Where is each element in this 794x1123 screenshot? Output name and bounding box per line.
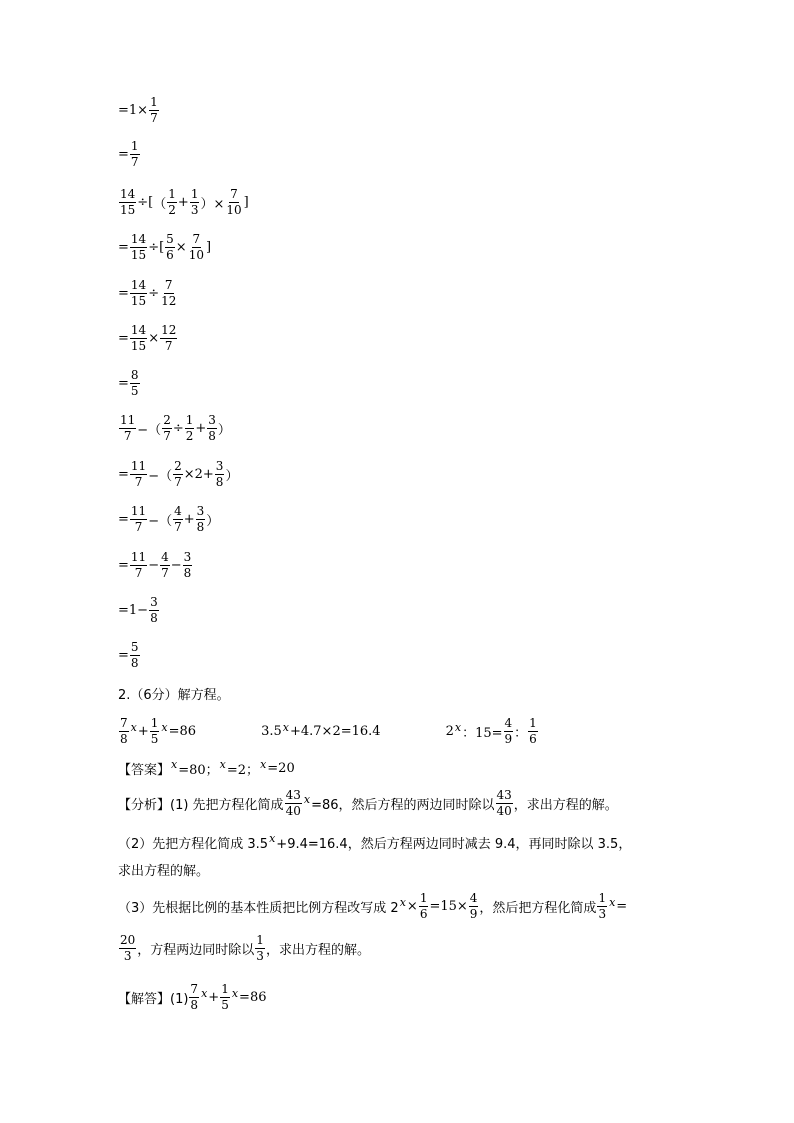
text-run: ） (206, 513, 220, 529)
fraction-numerator: 3 (196, 504, 205, 518)
text-run: = (118, 511, 129, 527)
text-run: ] (205, 239, 212, 255)
fraction-numerator: 7 (164, 278, 173, 292)
fraction-denominator: 8 (215, 474, 224, 489)
text-run: （3）先根据比例的基本性质把比例方程改写成 2 (118, 900, 399, 916)
text-run: ）× (200, 196, 225, 212)
variable-x: x (161, 720, 168, 734)
math-line-l20 (118, 892, 627, 920)
fraction-numerator: 1 (190, 187, 199, 201)
fraction (225, 188, 242, 216)
text-run: −（ (148, 468, 173, 484)
fraction-numerator: 14 (120, 187, 136, 201)
fraction (504, 717, 514, 745)
text-run: = (118, 239, 129, 255)
fraction (185, 414, 195, 442)
fraction-denominator: 8 (208, 428, 216, 443)
fraction (220, 983, 230, 1011)
fraction (173, 505, 183, 533)
fraction-denominator: 40 (496, 803, 512, 818)
text-run (196, 722, 261, 741)
variable-x: x (130, 720, 137, 734)
fraction-numerator: 2 (163, 413, 171, 427)
fraction-numerator: 4 (161, 550, 169, 564)
fraction-denominator: 5 (221, 997, 229, 1012)
text-run: ，然后把方程化简成 (479, 900, 597, 916)
fraction-numerator: 1 (598, 891, 607, 905)
fraction-denominator: 7 (174, 474, 182, 489)
fraction-denominator: 3 (256, 948, 264, 963)
fraction-denominator: 10 (226, 202, 242, 217)
fraction-numerator: 5 (130, 640, 139, 654)
fraction-denominator: 7 (134, 565, 143, 580)
text-run: ÷[ (148, 239, 165, 255)
text-run: = (118, 466, 129, 482)
fraction-numerator: 7 (192, 232, 201, 246)
text-run: × (406, 898, 418, 914)
text-run: = (118, 102, 129, 118)
math-line-l09 (118, 460, 238, 488)
fraction-denominator: 15 (130, 338, 147, 353)
text-run: 1× (128, 102, 149, 118)
fraction-denominator: 8 (190, 997, 199, 1012)
fraction (255, 934, 265, 962)
fraction (528, 717, 538, 745)
variable-x: x (231, 986, 239, 1000)
math-line-l12 (118, 596, 160, 624)
text-run: + (208, 989, 220, 1005)
text-run: −（ (148, 513, 173, 529)
math-line-l08 (118, 414, 231, 442)
fraction (162, 414, 172, 442)
text-run (381, 722, 446, 741)
fraction (190, 188, 200, 216)
variable-x: x (171, 758, 178, 771)
text-run: 1− (128, 602, 149, 618)
variable-x: x (219, 758, 226, 771)
fraction (167, 188, 177, 216)
text-run: = (118, 647, 129, 663)
fraction-numerator: 1 (150, 716, 159, 730)
fraction-numerator: 3 (183, 550, 192, 564)
fraction (160, 279, 177, 307)
fraction-denominator: 7 (163, 428, 171, 443)
fraction-denominator: 12 (161, 293, 177, 308)
text-run: ×2+ (183, 466, 214, 482)
math-line-l19 (118, 860, 209, 879)
fraction-denominator: 15 (120, 202, 136, 217)
fraction-numerator: 1 (419, 891, 428, 905)
fraction-denominator: 9 (469, 906, 478, 921)
fraction-denominator: 9 (504, 731, 513, 746)
fraction-numerator: 11 (130, 550, 147, 564)
text-run: =20 (267, 761, 295, 776)
fraction-denominator: 8 (196, 519, 205, 534)
math-line-l18 (118, 833, 631, 852)
text-run: ：15= (462, 725, 503, 741)
fraction (119, 934, 136, 962)
text-run: =86 (239, 989, 267, 1005)
math-line-l14 (118, 684, 230, 703)
fraction-numerator: 7 (230, 187, 238, 201)
fraction (285, 789, 302, 817)
fraction (207, 414, 217, 442)
fraction-denominator: 6 (529, 731, 537, 746)
fraction-denominator: 7 (161, 565, 169, 580)
fraction (130, 279, 147, 307)
fraction-denominator: 40 (285, 803, 301, 818)
fraction (130, 505, 147, 533)
text-run: × (148, 330, 160, 346)
text-run: + (183, 511, 195, 527)
fraction-denominator: 7 (134, 519, 143, 534)
variable-x: x (303, 792, 311, 806)
variable-x: x (201, 986, 208, 1000)
fraction-denominator: 2 (185, 428, 194, 443)
fraction-denominator: 8 (130, 655, 139, 670)
fraction (119, 717, 129, 745)
math-line-l04 (118, 233, 211, 261)
fraction (150, 717, 160, 745)
text-run: （2）先把方程化简成 3.5 (118, 837, 269, 852)
fraction-denominator: 15 (130, 293, 147, 308)
text-run: 【分析】(1) 先把方程化简成 (118, 797, 284, 813)
fraction-numerator: 4 (469, 891, 478, 905)
fraction-numerator: 43 (496, 788, 512, 802)
fraction (160, 324, 177, 352)
fraction-numerator: 1 (529, 716, 537, 730)
fraction-denominator: 6 (166, 247, 174, 262)
text-run: = (118, 285, 129, 301)
fraction (496, 789, 513, 817)
math-line-l07 (118, 369, 141, 397)
fraction (119, 414, 136, 442)
math-line-l02 (118, 140, 141, 168)
fraction (469, 892, 479, 920)
math-line-l10 (118, 505, 219, 533)
fraction-denominator: 7 (130, 154, 139, 169)
fraction (215, 460, 225, 488)
fraction-numerator: 1 (256, 933, 264, 947)
text-run: ） (217, 422, 231, 438)
fraction-numerator: 2 (174, 459, 182, 473)
fraction (130, 369, 140, 397)
fraction (183, 551, 193, 579)
fraction (130, 641, 140, 669)
fraction-denominator: 7 (164, 338, 173, 353)
math-line-l15 (118, 717, 539, 745)
fraction-denominator: 5 (150, 731, 159, 746)
variable-x: x (454, 720, 462, 734)
text-run: = (118, 330, 129, 346)
text-run: ÷[ (137, 194, 154, 210)
math-line-l21 (118, 934, 370, 962)
text-run: ，方程两边同时除以 (137, 942, 255, 958)
fraction (196, 505, 206, 533)
text-run: （ (153, 196, 167, 212)
fraction-numerator: 8 (130, 368, 139, 382)
fraction (189, 983, 199, 1011)
text-run: = (118, 602, 129, 618)
fraction-numerator: 4 (174, 504, 182, 518)
text-run: = (118, 375, 129, 391)
fraction-numerator: 1 (130, 139, 139, 153)
text-run: −（ (137, 422, 162, 438)
fraction-denominator: 2 (168, 202, 176, 217)
fraction-numerator: 14 (130, 278, 147, 292)
math-line-l16 (118, 759, 295, 778)
math-line-l05 (118, 279, 178, 307)
text-run: + (137, 723, 149, 739)
math-line-l06 (118, 324, 178, 352)
text-run: 2.（6分）解方程。 (118, 688, 230, 703)
text-run: =86 (168, 723, 197, 739)
fraction-denominator: 5 (130, 383, 139, 398)
fraction (130, 324, 147, 352)
text-run: ： (514, 725, 528, 741)
text-run: × (175, 239, 187, 255)
fraction-numerator: 11 (130, 504, 147, 518)
text-run: 求出方程的解。 (118, 864, 210, 879)
fraction-denominator: 3 (123, 948, 132, 963)
fraction (597, 892, 607, 920)
fraction-numerator: 43 (285, 788, 301, 802)
fraction-numerator: 3 (208, 413, 216, 427)
fraction (149, 596, 159, 624)
variable-x: x (399, 895, 406, 909)
variable-x: x (609, 895, 616, 909)
fraction-numerator: 1 (168, 187, 176, 201)
text-run: 【答案】 (118, 763, 171, 778)
fraction (165, 233, 175, 261)
text-run: 【解答】(1) (118, 991, 189, 1007)
fraction-denominator: 15 (130, 247, 147, 262)
variable-x: x (282, 720, 289, 734)
text-run: = (616, 898, 628, 914)
text-run: ÷ (148, 285, 160, 301)
text-run: =15× (429, 898, 468, 914)
fraction-denominator: 6 (419, 906, 428, 921)
fraction-numerator: 12 (161, 323, 177, 337)
text-run: ] (243, 194, 249, 210)
fraction-numerator: 7 (190, 982, 199, 996)
text-run: +4.7×2=16.4 (289, 723, 381, 739)
fraction-denominator: 3 (598, 906, 607, 921)
text-run: =80； (178, 763, 219, 778)
text-run: − (148, 557, 160, 573)
math-line-l11 (118, 551, 193, 579)
fraction-numerator: 14 (130, 323, 147, 337)
variable-x: x (269, 832, 276, 845)
text-run: + (177, 194, 189, 210)
text-run: − (170, 557, 182, 573)
text-run: ，求出方程的解。 (513, 797, 618, 813)
math-line-l03 (118, 188, 249, 216)
fraction-numerator: 7 (120, 716, 128, 730)
math-line-l01 (118, 96, 160, 124)
fraction (130, 140, 140, 168)
text-run: 2 (445, 723, 454, 739)
fraction-numerator: 1 (221, 982, 229, 996)
fraction-numerator: 11 (120, 413, 136, 427)
fraction (130, 551, 147, 579)
fraction-numerator: 11 (130, 459, 147, 473)
fraction-numerator: 20 (120, 933, 136, 947)
text-run: 3.5 (261, 723, 282, 739)
math-line-l13 (118, 641, 141, 669)
fraction (130, 233, 147, 261)
fraction-numerator: 5 (166, 232, 174, 246)
fraction (188, 233, 205, 261)
fraction (419, 892, 429, 920)
text-run: +9.4=16.4，然后方程两边同时减去 9.4，再同时除以 3.5， (276, 837, 632, 852)
text-run: = (118, 557, 129, 573)
fraction-denominator: 8 (120, 731, 128, 746)
text-run: =86，然后方程的两边同时除以 (311, 797, 495, 813)
text-run: = (118, 146, 129, 162)
fraction-denominator: 7 (123, 428, 132, 443)
fraction-numerator: 14 (130, 232, 147, 246)
fraction-denominator: 3 (190, 202, 199, 217)
fraction-numerator: 1 (150, 95, 158, 109)
text-run: ） (225, 468, 239, 484)
fraction-denominator: 8 (150, 610, 158, 625)
fraction (149, 96, 159, 124)
fraction-denominator: 8 (183, 565, 192, 580)
text-run: ，求出方程的解。 (265, 942, 370, 958)
fraction-denominator: 7 (150, 110, 158, 125)
fraction (130, 460, 147, 488)
fraction-denominator: 7 (174, 519, 182, 534)
fraction-numerator: 3 (215, 459, 224, 473)
text-run: ÷ (172, 420, 184, 436)
math-line-l17 (118, 789, 618, 817)
math-line-l22 (118, 983, 266, 1011)
text-run: + (195, 420, 207, 436)
fraction-numerator: 1 (185, 413, 194, 427)
text-run: =2； (226, 763, 260, 778)
variable-x: x (260, 758, 267, 771)
fraction-denominator: 10 (188, 247, 204, 262)
fraction (119, 188, 136, 216)
fraction-numerator: 3 (150, 595, 158, 609)
fraction (173, 460, 183, 488)
fraction (160, 551, 170, 579)
fraction-denominator: 7 (134, 474, 143, 489)
fraction-numerator: 4 (504, 716, 513, 730)
